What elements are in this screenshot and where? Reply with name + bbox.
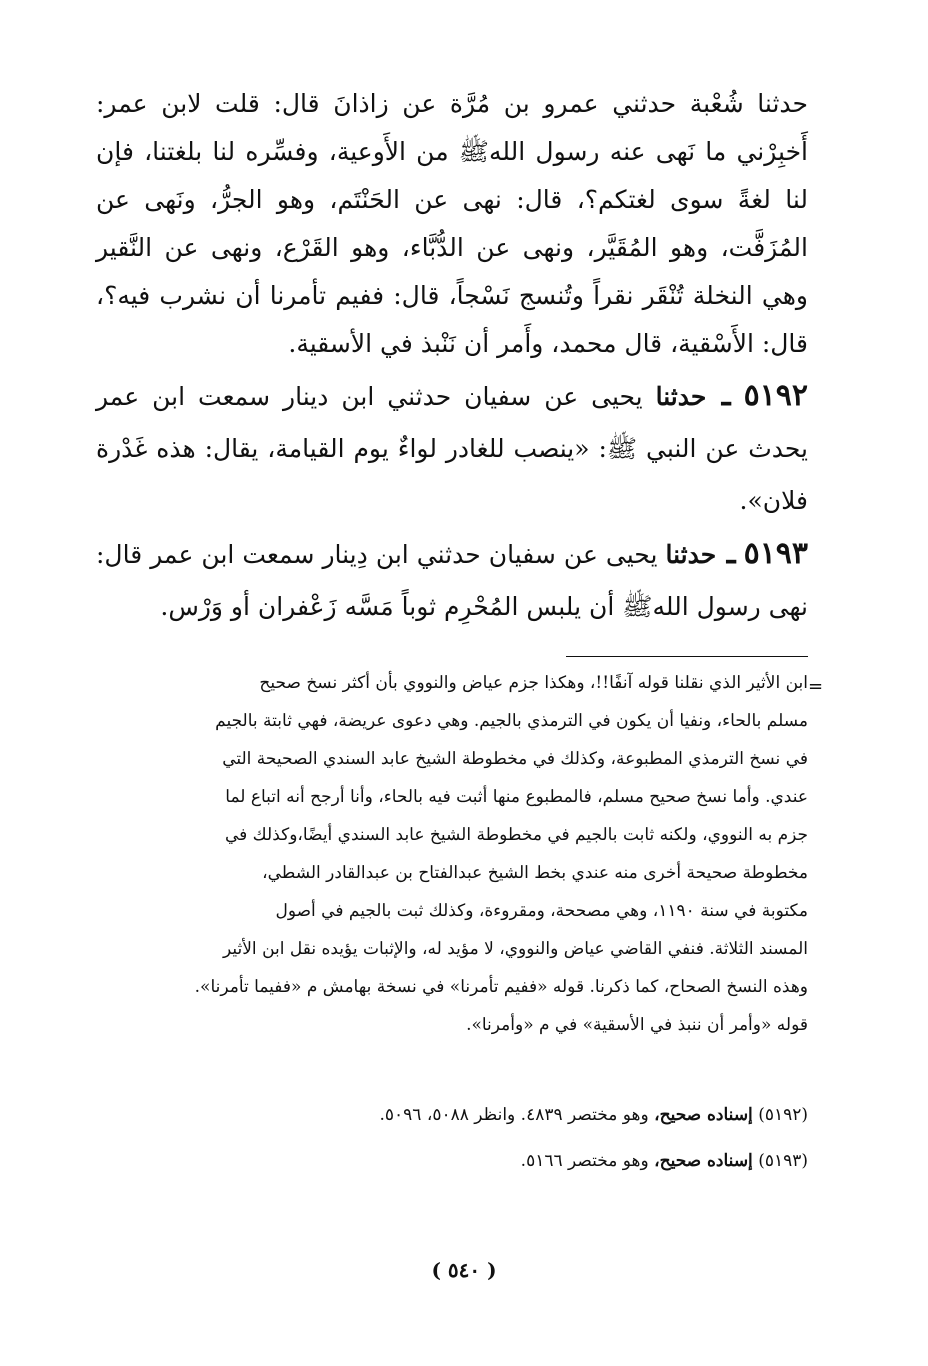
reference-grade: إسناده صحيح، — [654, 1151, 753, 1171]
reference-grade: إسناده صحيح، — [654, 1105, 753, 1125]
hadith-number: ٥١٩٣ — [743, 536, 809, 571]
footnote-line: وهذه النسخ الصحاح، كما ذكرنا. قوله «ففيم تأمرنا» في نسخة بهامش م «ففيما تأمرنا». — [194, 977, 808, 997]
footnote-line: عندي. وأما نسخ صحيح مسلم، فالمطبوع منها أثبت فيه بالحاء، وأنا أرجح أنه اتباع لما — [225, 787, 808, 807]
reference-5193 — [96, 1146, 808, 1176]
page-number: ( ٥٤٠ ) — [431, 1258, 497, 1282]
hadith-5193: ٥١٩٣ ـ حدثنا يحيى عن سفيان حدثني ابن دِينار سمعت ابن عمر قال: نهى رسول اللهﷺ أن يلبس المُحْرِم ثوباً مَسَّه زَعْفران أو وَرْس. — [96, 536, 809, 621]
footnote-line: في نسخ الترمذي المطبوعة، وكذلك في مخطوطة الشيخ عابد السندي الصحيحة التي — [222, 749, 808, 769]
footnote-line: المسند الثلاثة. فنفي القاضي عياض والنووي، لا مؤيد له، والإثبات يؤيده نقل ابن الأثير — [223, 939, 808, 959]
hadith-text: يحيى عن سفيان حدثني ابن دينار سمعت ابن عمر يحدث عن النبي ﷺ: «ينصب للغادر لواءٌ يوم القيامة، يقال: هذه غَدْرة فلان». — [96, 382, 808, 515]
hadith-opening: حدثنا — [665, 540, 717, 569]
hadith-opening: حدثنا — [655, 382, 707, 411]
hadith-5192: ٥١٩٢ ـ حدثنا يحيى عن سفيان حدثني ابن دينار سمعت ابن عمر يحدث عن النبي ﷺ: «ينصب للغادر لواءٌ يوم القيامة، يقال: هذه غَدْرة فلان». — [96, 378, 809, 515]
main-paragraph: حدثنا شُعْبة حدثني عمرو بن مُرَّة عن زاذانَ قال: قلت لابن عمر: أَخبِرْني ما نَهى عنه رسول اللهﷺ من الأَوعية، وفسِّره لنا بلغتنا، فإن لنا لغةً سوى لغتكم؟، قال: نهى عن الحَنْتَم، وهو الجرُّ، ونَهى عن المُزَفَّت، وهو المُقَيَّر، ونهى عن الدُّبَّاء، وهو القَرْع، ونهى عن النَّقير وهي النخلة تُنْقَر نقراً وتُنسج نَسْجاً، قال: ففيم تأمرنا أن نشرب فيه؟، قال: الأَسْقية، قال محمد، وأَمر أن نَنْبذ في الأسقية. — [96, 89, 808, 358]
hadith-text: يحيى عن سفيان حدثني ابن دِينار سمعت ابن عمر قال: نهى رسول اللهﷺ أن يلبس المُحْرِم ثوباً مَسَّه زَعْفران أو وَرْس. — [96, 540, 808, 621]
reference-text: وهو مختصر ٤٨٣٩. وانظر ٥٠٨٨، ٥٠٩٦. — [379, 1105, 649, 1125]
footnote-divider — [566, 656, 808, 657]
hadith-number: ٥١٩٢ — [743, 378, 809, 413]
reference-number: (٥١٩٢) — [758, 1105, 808, 1125]
footnote-continuation-marker: = — [808, 676, 824, 697]
reference-5192 — [96, 1100, 808, 1130]
footnote-line: مكتوبة في سنة ١١٩٠، وهي مصححة، ومقروءة، وكذلك ثبت بالجيم في أصول — [275, 901, 808, 921]
footnote-block — [96, 664, 808, 1044]
reference-text: وهو مختصر ٥١٦٦. — [520, 1151, 649, 1171]
footnote-line: ابن الأثير الذي نقلنا قوله آنفًا!!، وهكذا جزم عياض والنووي بأن أكثر نسخ صحيح — [259, 673, 808, 693]
reference-number: (٥١٩٣) — [758, 1151, 808, 1171]
footnote-line: جزم به النووي، ولكنه ثابت بالجيم في مخطوطة الشيخ عابد السندي أيضًا،وكذلك في — [224, 825, 808, 845]
footnote-line: مسلم بالحاء، ونفيا أن يكون في الترمذي بالجيم. وهي دعوى عريضة، فهي ثابتة بالجيم — [215, 711, 808, 731]
footnote-line: مخطوطة صحيحة أخرى منه عندي بخط الشيخ عبدالفتاح بن عبدالقادر الشطي، — [262, 863, 808, 883]
footnote-line: قوله «وأمر أن ننبذ في الأسقية» في م «وأمرنا». — [466, 1015, 808, 1035]
